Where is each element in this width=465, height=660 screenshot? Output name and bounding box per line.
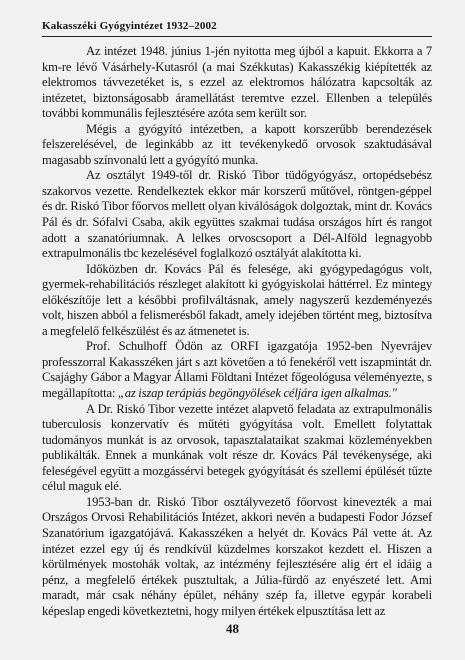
paragraph: Az osztályt 1949-től dr. Riskó Tibor tüdőgyógyász, ortopédsebész szakorvos vezette. Rendelkeztek ekkor már korszerű műtővel, röntgen-géppel és dr. Riskó Tibor főorvos mellett olyan kiválóságok dolgoztak, mint dr. Kovács Pál és dr. Sófalvi Csaba, akik együttes szakmai tudása országos hírt és rangot adott a szanatóriumnak. A lelkes orvoscsoport a Dél-Alföld legnagyobb extrapulmonális tbc kezelésével foglalkozó osztályát alakította ki. — [42, 168, 432, 261]
paragraph-text: Prof. Schulhoff Ödön az ORFI igazgatója 1952-ben Nyevrájev professzorral Kakasszéken járt s azt követően a tó fenekéről vett iszapmintát dr. Csajághy Gábor a Magyar Állami Földtani Intézet főgeológusa véleményezte, s megállapította: — [42, 339, 432, 401]
body-text — [42, 44, 432, 619]
header-rule — [42, 36, 432, 37]
paragraph: Az intézet 1948. június 1-jén nyitotta meg újból a kapuit. Ekkorra a 7 km-re lévő Vásárhely-Kutasról (a mai Székkutas) Kakasszékig kiépítették az elektromos távvezetéket is, s ezzel az elektromos hálózatra kapcsolták az intézetet, biztonságosabb áramellátást teremtve ezzel. Ellenben a település további kommunális fejlesztésére azóta sem került sor. — [42, 44, 432, 121]
paragraph: Mégis a gyógyító intézetben, a kapott korszerűbb berendezések felszerelésével, de leginkább az itt tevékenykedő orvosok szaktudásával magasabb színvonalú lett a gyógyító munka. — [42, 121, 432, 167]
page-number: 48 — [226, 621, 239, 636]
paragraph — [42, 339, 432, 401]
paragraph: A Dr. Riskó Tibor vezette intézet alapvető feladata az extrapulmonális tuberculosis konzervatív és műtéti gyógyítása volt. Emellett folytattak tudományos munkát is az orvosok, tapasztalataikat szakmai közleményekben publikálták. Ennek a munkának volt része dr. Kovács Pál tevékenysége, aki feleségével együtt a mozgássérvi betegek gyógyítását és szellemi épülését tűzte célul maguk elé. — [42, 401, 432, 494]
quote: „az iszap terápiás begöngyölések céljára igen alkalmas." — [117, 386, 397, 401]
running-header: Kakasszéki Gyógyintézet 1932–2002 — [42, 20, 217, 32]
paragraph: Időközben dr. Kovács Pál és felesége, aki gyógypedagógus volt, gyermek-rehabilitációs részleget alakított ki gyógyiskolai háttérrel. Ez mintegy előkészítője lett a későbbi profilváltásnak, amely nagyszerű kezdeményezés volt, hiszen abból a felismerésből fakadt, amely idejében történt meg, biztosítva a megfelelő felkészülést és az átmenetet is. — [42, 261, 432, 338]
paragraph: 1953-ban dr. Riskó Tibor osztályvezető főorvost kinevezték a mai Országos Orvosi Rehabilitációs Intézet, akkori nevén a budapesti Fodor József Szanatórium igazgatójává. Kakasszéken a helyét dr. Kovács Pál vette át. Az intézet ezzel egy új és rendkívül küzdelmes korszakot kezdett el. Hiszen a körülmények mostohák voltak, az intézmény fejlesztésére alig ért el idáig a pénz, a megfelelő értékek pusztultak, a Júlia-fürdő az enyészeté lett. Ami maradt, már csak néhány épület, néhány szép fa, illetve egypár korabeli képeslap engedi következtetni, hogy milyen értékek elpusztítása lett az — [42, 494, 432, 618]
